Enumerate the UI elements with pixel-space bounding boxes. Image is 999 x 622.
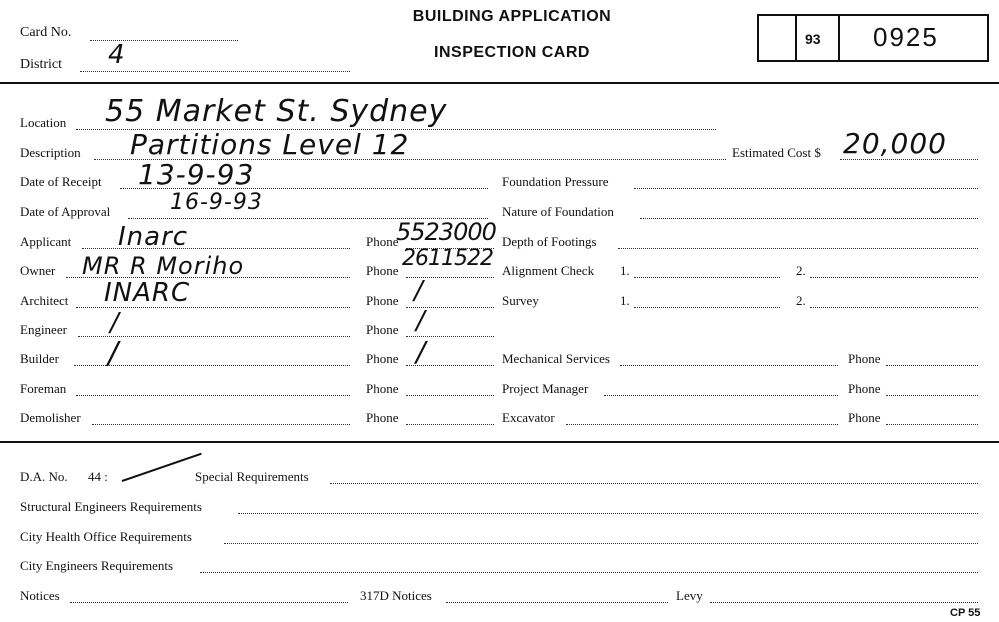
- project-manager-field[interactable]: [604, 395, 838, 396]
- district-value: 4: [108, 40, 126, 70]
- builder-label: Builder: [20, 351, 59, 366]
- notices-317d-label: 317D Notices: [360, 588, 432, 603]
- project-manager-label: Project Manager: [502, 381, 589, 396]
- applicant-phone-label: Phone: [366, 234, 399, 249]
- structural-engineers-field[interactable]: [238, 513, 978, 514]
- city-engineers-label: City Engineers Requirements: [20, 558, 174, 573]
- special-requirements-label: Special Requirements: [195, 469, 309, 484]
- card-year: 93: [805, 31, 821, 47]
- foundation-pressure-field[interactable]: [634, 188, 978, 189]
- date-of-receipt-label: Date of Receipt: [20, 174, 102, 189]
- owner-label: Owner: [20, 263, 56, 278]
- section-divider: [0, 82, 999, 84]
- alignment-check-label: Alignment Check: [502, 263, 595, 278]
- excavator-label: Excavator: [502, 410, 555, 425]
- excavator-field[interactable]: [566, 424, 838, 425]
- mechanical-services-field[interactable]: [620, 365, 838, 366]
- section-divider: [0, 441, 999, 443]
- levy-field[interactable]: [710, 602, 978, 603]
- project-manager-phone-field[interactable]: [886, 395, 978, 396]
- builder-phone-label: Phone: [366, 351, 399, 366]
- city-engineers-field[interactable]: [200, 572, 978, 573]
- foreman-phone-label: Phone: [366, 381, 399, 396]
- structural-engineers-label: Structural Engineers Requirements: [20, 499, 202, 514]
- notices-field[interactable]: [70, 602, 348, 603]
- notices-317d-field[interactable]: [446, 602, 668, 603]
- date-of-approval-value: 16-9-93: [170, 190, 263, 215]
- survey-1-label: 1.: [620, 293, 630, 308]
- city-health-label: City Health Office Requirements: [20, 529, 192, 544]
- district-field[interactable]: [80, 71, 350, 72]
- foreman-field[interactable]: [76, 395, 350, 396]
- notices-label: Notices: [20, 588, 60, 603]
- engineer-phone-value: /: [416, 306, 426, 336]
- architect-label: Architect: [20, 293, 69, 308]
- box-divider: [838, 14, 840, 62]
- city-health-field[interactable]: [224, 543, 978, 544]
- location-label: Location: [20, 115, 67, 130]
- mechanical-services-label: Mechanical Services: [502, 351, 610, 366]
- architect-value: INARC: [104, 278, 191, 308]
- demolisher-phone-field[interactable]: [406, 424, 494, 425]
- card-number: 0925: [873, 22, 939, 52]
- demolisher-label: Demolisher: [20, 410, 81, 425]
- box-divider: [795, 14, 797, 62]
- title-line-1: BUILDING APPLICATION: [412, 8, 612, 25]
- district-label: District: [20, 57, 62, 72]
- location-value: 55 Market St. Sydney: [105, 94, 448, 129]
- special-requirements-field[interactable]: [330, 483, 978, 484]
- nature-of-foundation-label: Nature of Foundation: [502, 204, 614, 219]
- survey-1-field[interactable]: [634, 307, 780, 308]
- survey-label: Survey: [502, 293, 539, 308]
- architect-phone-value: /: [414, 276, 424, 306]
- demolisher-phone-label: Phone: [366, 410, 399, 425]
- depth-of-footings-field[interactable]: [618, 248, 978, 249]
- estimated-cost-label: Estimated Cost $: [732, 145, 821, 160]
- applicant-phone-value: 5523000: [396, 218, 496, 246]
- owner-phone-label: Phone: [366, 263, 399, 278]
- owner-phone-value: 2611522: [402, 246, 493, 271]
- foundation-pressure-label: Foundation Pressure: [502, 174, 609, 189]
- nature-of-foundation-field[interactable]: [640, 218, 978, 219]
- estimated-cost-value: 20,000: [843, 127, 947, 160]
- da-no-label: D.A. No.: [20, 469, 68, 484]
- architect-phone-label: Phone: [366, 293, 399, 308]
- owner-value: MR R Moriho: [82, 252, 245, 280]
- project-manager-phone-label: Phone: [848, 381, 881, 396]
- builder-phone-value: /: [416, 335, 427, 368]
- engineer-value: /: [110, 308, 120, 338]
- mechanical-services-phone-label: Phone: [848, 351, 881, 366]
- title-line-2: INSPECTION CARD: [434, 44, 590, 61]
- applicant-label: Applicant: [20, 234, 72, 249]
- alignment-check-1-field[interactable]: [634, 277, 780, 278]
- alignment-check-1-label: 1.: [620, 263, 630, 278]
- depth-of-footings-label: Depth of Footings: [502, 234, 597, 249]
- date-of-approval-label: Date of Approval: [20, 204, 111, 219]
- form-code: CP 55: [950, 607, 981, 619]
- description-value: Partitions Level 12: [130, 128, 410, 161]
- card-no-label: Card No.: [20, 25, 72, 40]
- foreman-label: Foreman: [20, 381, 67, 396]
- excavator-phone-label: Phone: [848, 410, 881, 425]
- builder-value: /: [108, 336, 120, 371]
- survey-2-label: 2.: [796, 293, 806, 308]
- description-label: Description: [20, 145, 81, 160]
- foreman-phone-field[interactable]: [406, 395, 494, 396]
- da-no-slash-mark: [122, 453, 202, 482]
- excavator-phone-field[interactable]: [886, 424, 978, 425]
- date-of-receipt-value: 13-9-93: [138, 158, 255, 191]
- alignment-check-2-field[interactable]: [810, 277, 978, 278]
- engineer-label: Engineer: [20, 322, 67, 337]
- da-no-value: 44 :: [88, 469, 108, 484]
- levy-label: Levy: [676, 588, 703, 603]
- survey-2-field[interactable]: [810, 307, 978, 308]
- applicant-value: Inarc: [118, 222, 189, 252]
- engineer-phone-label: Phone: [366, 322, 399, 337]
- demolisher-field[interactable]: [92, 424, 350, 425]
- mechanical-services-phone-field[interactable]: [886, 365, 978, 366]
- alignment-check-2-label: 2.: [796, 263, 806, 278]
